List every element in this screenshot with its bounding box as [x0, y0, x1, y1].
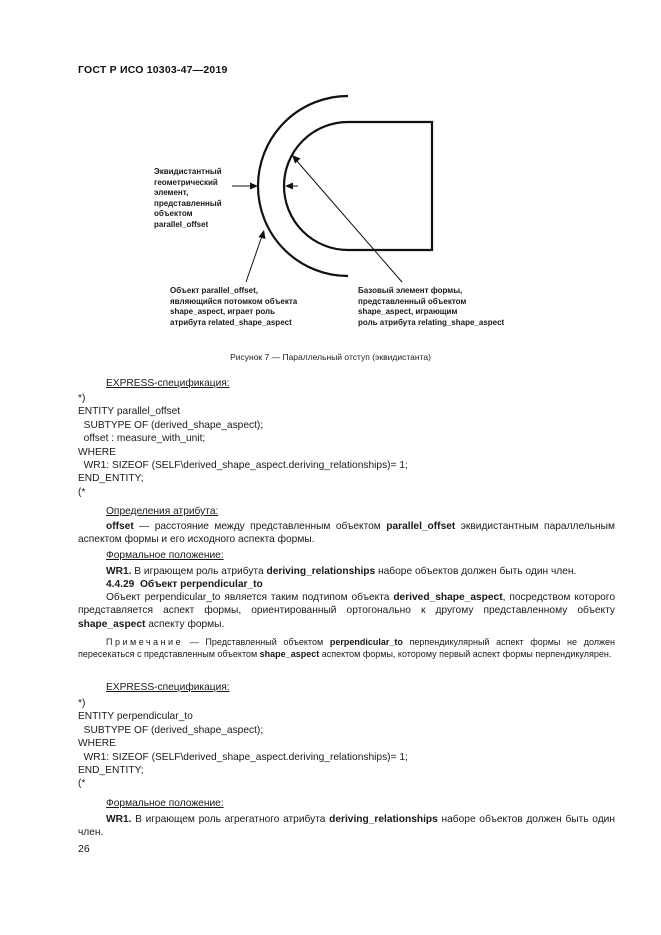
express-spec-heading: EXPRESS-спецификация:: [106, 378, 230, 389]
arrowhead: [259, 230, 266, 239]
perpendicular-to-description: Объект perpendicular_to является таким подтипом объекта derived_shape_aspect, посредством которого представляется аспект формы, ориентированный ортогонально к другому представленному объекту shape_aspect аспекту формы.: [78, 592, 615, 630]
formal-proposition-heading: Формальное положение:: [106, 798, 224, 809]
figure-caption: Рисунок 7 — Параллельный отступ (эквидистанта): [230, 352, 431, 362]
note-paragraph: Примечание — Представленный объектом perpendicular_to перпендикулярный аспект формы не должен пересекаться с представленным объектом shape_aspect аспектом формы, которому первый аспект формы перпендикулярен.: [78, 637, 616, 659]
arrowhead: [285, 183, 293, 190]
arrowhead: [292, 155, 301, 164]
express-code-parallel-offset: *) ENTITY parallel_offset SUBTYPE OF (derived_shape_aspect); offset : measure_with_unit; WHERE WR1: SIZEOF (SELF\derived_shape_aspect.deriving_relationships)= 1; END_ENTITY; (*: [78, 393, 408, 498]
express-spec-heading: EXPRESS-спецификация:: [106, 682, 230, 693]
rule-wr1: WR1. В играющем роль агрегатного атрибута deriving_relationships наборе объектов должен быть один член.: [78, 814, 615, 839]
express-code-perpendicular-to: *) ENTITY perpendicular_to SUBTYPE OF (derived_shape_aspect); WHERE WR1: SIZEOF (SELF\derived_shape_aspect.deriving_relationships)= 1; END_ENTITY; (*: [78, 698, 408, 790]
document-header: ГОСТ Р ИСО 10303-47—2019: [78, 64, 228, 76]
arrowhead: [250, 183, 258, 190]
section-heading-4-4-29: 4.4.29 Объект perpendicular_to: [106, 579, 263, 590]
leader-bottom-left: [246, 236, 262, 282]
figure-label-left: Эквидистантный геометрический элемент, представленный объектом parallel_offset: [154, 167, 222, 229]
figure-label-bottom-right: Базовый элемент формы, представленный объектом shape_aspect, играющим роль атрибута relating_shape_aspect: [358, 286, 505, 327]
formal-proposition-heading: Формальное положение:: [106, 550, 224, 561]
figure-label-bottom-left: Объект parallel_offset, являющийся потомком объекта shape_aspect, играет роль атрибута related_shape_aspect: [170, 286, 298, 327]
leader-bottom-right: [296, 160, 402, 282]
attribute-offset-definition: offset — расстояние между представленным объектом parallel_offset эквидистантным параллельным аспектом формы и его исходного аспекта формы.: [78, 521, 615, 546]
rule-wr1: WR1. В играющем роль атрибута deriving_relationships наборе объектов должен быть один член.: [106, 566, 577, 577]
page-number: 26: [78, 843, 90, 855]
attribute-definitions-heading: Определения атрибута:: [106, 506, 219, 517]
figure-parallel-offset: [0, 0, 661, 360]
